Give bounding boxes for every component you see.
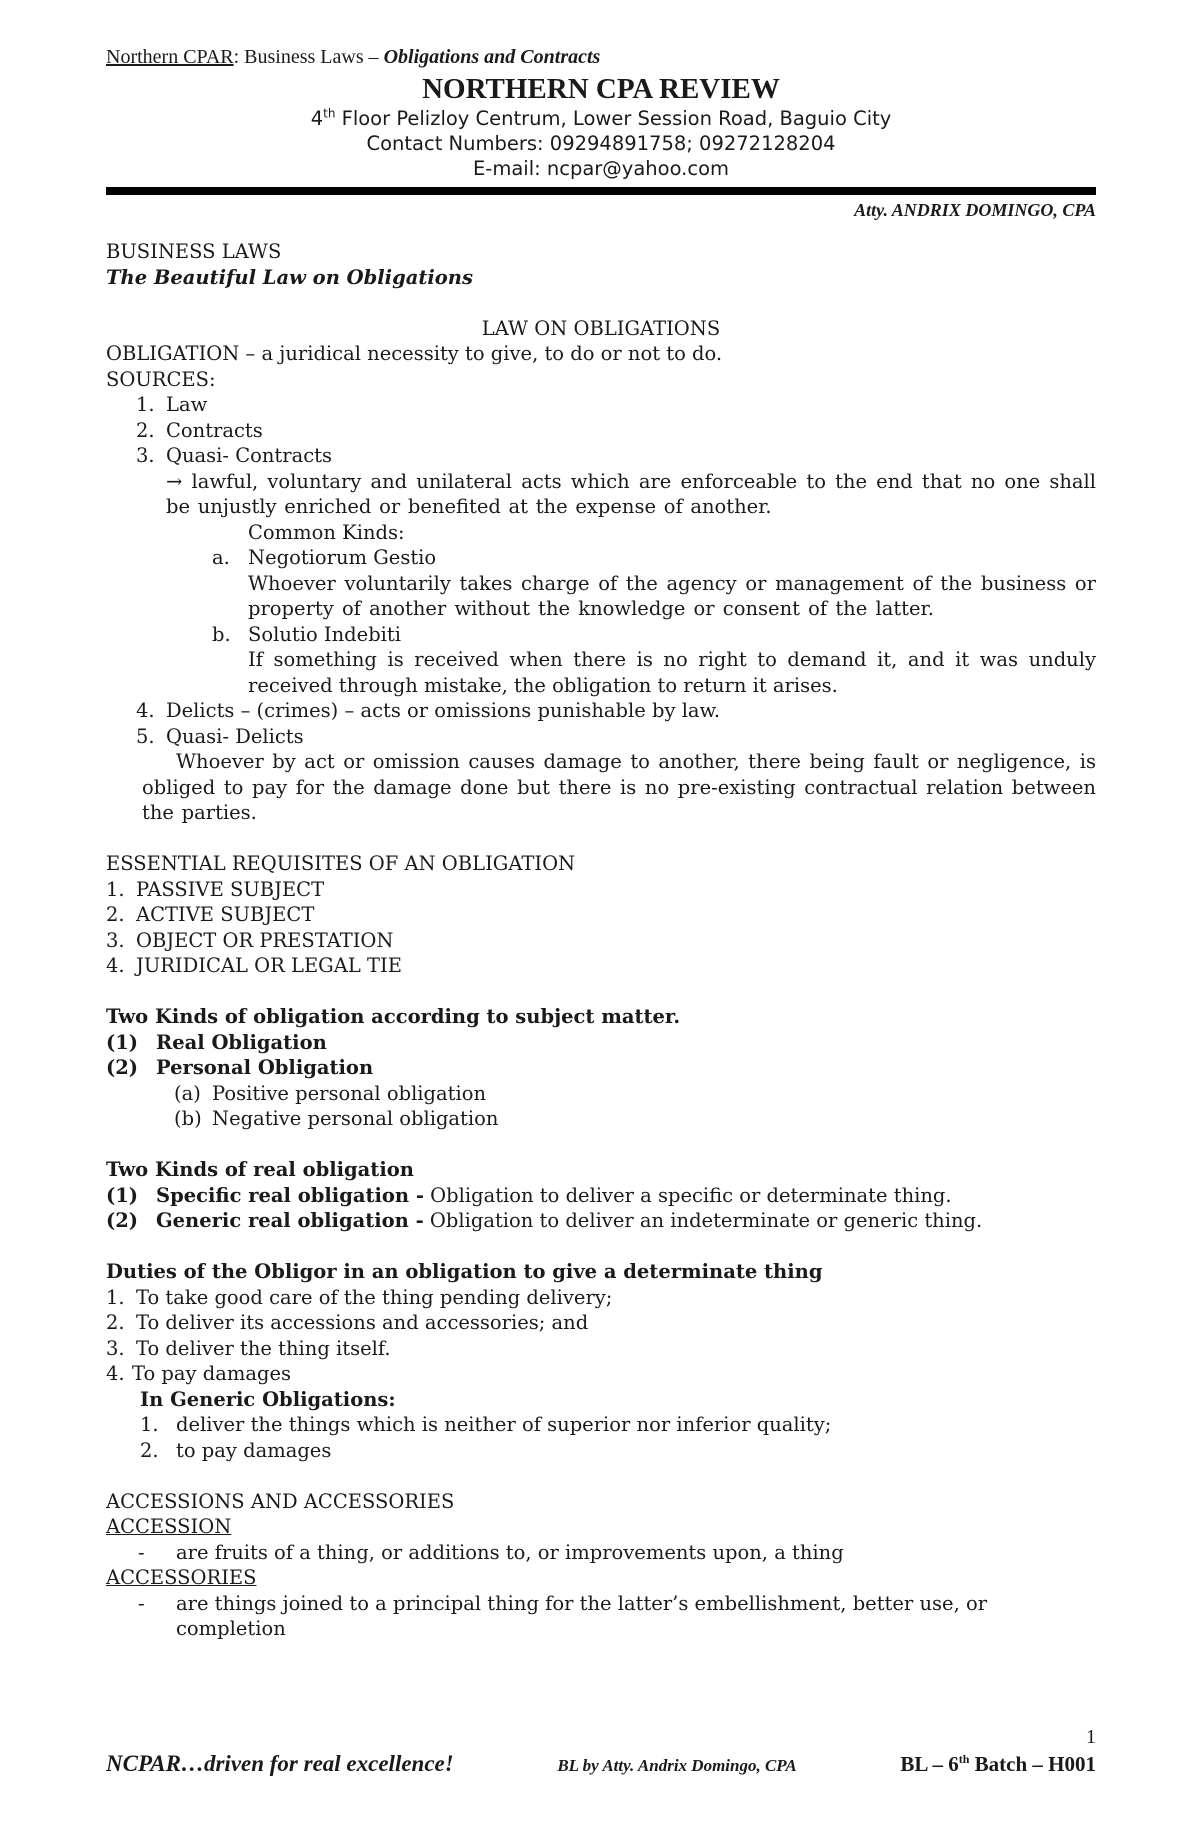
section-title-obligations: LAW ON OBLIGATIONS <box>481 316 721 340</box>
list-number: 1. <box>136 393 155 416</box>
list-item <box>106 1310 1096 1336</box>
section-title-kinds-subject: Two Kinds of obligation according to subject matter. <box>106 1005 681 1028</box>
footer-credit: BL by Atty. Andrix Domingo, CPA <box>557 1756 797 1775</box>
list-item <box>106 443 1096 469</box>
list-item <box>106 1055 1096 1081</box>
list-item <box>106 928 1096 954</box>
list-item <box>106 392 1096 418</box>
list-number: 4. <box>106 954 125 977</box>
list-text: Personal Obligation <box>156 1056 374 1079</box>
list-item <box>106 1183 1096 1209</box>
course-tagline: The Beautiful Law on Obligations <box>106 265 473 289</box>
email-line: E-mail: ncpar@yahoo.com <box>472 157 730 180</box>
generic-obligations-label: In Generic Obligations: <box>140 1387 396 1411</box>
obligation-definition <box>106 341 1096 367</box>
batch-suffix: Batch – H001 <box>969 1752 1096 1776</box>
sources-label: SOURCES: <box>106 367 216 391</box>
list-number: (a) <box>174 1081 201 1105</box>
list-item <box>106 1030 1096 1056</box>
list-text: Obligation to deliver a specific or determinate thing. <box>423 1183 952 1207</box>
list-text: To deliver the thing itself. <box>136 1336 391 1360</box>
list-number: 1. <box>106 877 125 901</box>
list-number: (1) <box>106 1030 139 1054</box>
subject-prefix: : Business Laws – <box>233 46 384 68</box>
spacer <box>106 826 1096 852</box>
kind-letter: b. <box>212 622 231 646</box>
address-rest: Floor Pelizloy Centrum, Lower Session Road, Baguio City <box>335 107 892 130</box>
list-text: To pay damages <box>132 1362 292 1385</box>
list-text: ACTIVE SUBJECT <box>136 903 315 926</box>
spacer <box>106 290 1096 316</box>
contact-line: Contact Numbers: 09294891758; 09272128204 <box>366 132 836 155</box>
kind-description: Whoever voluntarily takes charge of the agency or management of the business or property of another without the knowledge or consent of the latter. <box>248 571 1096 620</box>
list-item <box>106 1285 1096 1311</box>
list-item <box>106 1208 1096 1234</box>
list-number: 2. <box>106 1311 125 1334</box>
list-text: deliver the things which is neither of superior nor inferior quality; <box>176 1413 832 1436</box>
quasi-delict-description: Whoever by act or omission causes damage to another, there being fault or negligence, is obliged to pay for the damage done but there is no pre-existing contractual relation between the parties. <box>142 750 1096 824</box>
subject-title: Obligations and Contracts <box>383 46 601 68</box>
list-text: Real Obligation <box>156 1030 327 1054</box>
accession-label: ACCESSION <box>106 1515 232 1538</box>
dash-bullet: - <box>138 1540 145 1564</box>
address-floor: 4 <box>310 107 324 130</box>
sub-list-item <box>106 1438 1096 1464</box>
header-rule <box>106 187 1096 195</box>
kind-name: Negotiorum Gestio <box>248 546 437 569</box>
list-text: To deliver its accessions and accessories; and <box>136 1311 589 1334</box>
address-line <box>106 106 1096 131</box>
accessories-label: ACCESSORIES <box>106 1566 257 1589</box>
section-title-requisites: ESSENTIAL REQUISITES OF AN OBLIGATION <box>106 852 576 875</box>
list-item <box>106 1361 1096 1387</box>
list-text: Quasi- Contracts <box>166 444 332 467</box>
sub-list-item <box>106 1081 1096 1107</box>
list-text: Law <box>166 393 208 416</box>
common-kinds-label: Common Kinds: <box>248 520 405 544</box>
spacer <box>106 1234 1096 1260</box>
list-text: To take good care of the thing pending delivery; <box>136 1285 613 1309</box>
kind-name: Solutio Indebiti <box>248 622 401 646</box>
page-footer <box>106 1725 1096 1777</box>
footer-slogan: NCPAR…driven for real excellence! <box>106 1751 454 1776</box>
list-number: 5. <box>136 724 155 748</box>
definition-term: OBLIGATION <box>106 342 240 365</box>
spacer <box>106 979 1096 1005</box>
footer-row <box>106 1751 1096 1777</box>
address-floor-sup: th <box>323 106 336 121</box>
list-number: 1. <box>106 1285 125 1309</box>
course-title: BUSINESS LAWS <box>106 240 282 263</box>
definition-text: are things joined to a principal thing for the latter’s embellishment, better use, or completion <box>176 1591 988 1640</box>
list-text: Positive personal obligation <box>212 1081 487 1105</box>
list-item <box>106 953 1096 979</box>
list-text: OBJECT OR PRESTATION <box>136 928 394 952</box>
page-number: 1 <box>1086 1726 1096 1748</box>
list-text: to pay damages <box>176 1438 332 1462</box>
author-line: Atty. ANDRIX DOMINGO, CPA <box>854 200 1096 220</box>
list-number: 4. <box>106 1362 125 1385</box>
list-number: 2. <box>136 418 155 442</box>
org-name: NORTHERN CPA REVIEW <box>422 73 780 105</box>
spacer <box>106 1132 1096 1158</box>
batch-prefix: BL – 6 <box>900 1752 959 1776</box>
brand-name: Northern CPAR <box>106 46 234 68</box>
list-number: 2. <box>106 903 125 926</box>
list-item <box>106 902 1096 928</box>
list-number: 3. <box>106 1336 125 1360</box>
kind-description: If something is received when there is no right to demand it, and it was unduly received through mistake, the obligation to return it arises. <box>248 648 1096 697</box>
list-number: 3. <box>136 444 155 467</box>
list-item <box>106 724 1096 750</box>
list-text: PASSIVE SUBJECT <box>136 877 325 901</box>
list-text: Quasi- Delicts <box>166 724 304 748</box>
spacer <box>106 1463 1096 1489</box>
kind-item <box>106 545 1096 571</box>
kind-item <box>106 622 1096 648</box>
accession-definition <box>106 1540 1096 1566</box>
batch-sup: th <box>958 1752 970 1766</box>
sub-list-item <box>106 1106 1096 1132</box>
section-title-accessions: ACCESSIONS AND ACCESSORIES <box>106 1489 455 1513</box>
list-item <box>106 877 1096 903</box>
list-text: JURIDICAL OR LEGAL TIE <box>136 954 402 977</box>
footer-batch <box>900 1752 1096 1777</box>
list-item <box>106 698 1096 724</box>
list-number: 1. <box>140 1413 159 1436</box>
definition-text: are fruits of a thing, or additions to, or improvements upon, a thing <box>176 1540 844 1564</box>
section-title-duties: Duties of the Obligor in an obligation to give a determinate thing <box>106 1260 823 1283</box>
list-number: (2) <box>106 1209 139 1232</box>
list-text: Obligation to deliver an indeterminate or generic thing. <box>423 1209 983 1232</box>
term: Generic real obligation - <box>156 1209 424 1232</box>
document-page <box>106 44 1096 1642</box>
list-number: (2) <box>106 1056 139 1079</box>
quasi-contract-description: → lawful, voluntary and unilateral acts which are enforceable to the end that no one shall be unjustly enriched or benefited at the expense of another. <box>166 469 1096 518</box>
list-number: (1) <box>106 1183 139 1207</box>
term: Specific real obligation - <box>156 1183 424 1207</box>
dash-bullet: - <box>138 1591 145 1615</box>
accessories-definition <box>106 1591 1096 1642</box>
running-header <box>106 44 1096 70</box>
list-number: 2. <box>140 1438 159 1462</box>
definition-text: – a juridical necessity to give, to do or not to do. <box>239 342 723 365</box>
section-title-kinds-real: Two Kinds of real obligation <box>106 1158 414 1181</box>
list-item <box>106 1336 1096 1362</box>
list-text: Delicts – (crimes) – acts or omissions punishable by law. <box>166 699 721 722</box>
list-text: Negative personal obligation <box>212 1107 499 1130</box>
list-item <box>106 418 1096 444</box>
kind-letter: a. <box>212 546 230 569</box>
list-text: Contracts <box>166 418 263 442</box>
list-number: 4. <box>136 699 155 722</box>
list-number: (b) <box>174 1107 202 1130</box>
list-number: 3. <box>106 928 125 952</box>
sub-list-item <box>106 1412 1096 1438</box>
